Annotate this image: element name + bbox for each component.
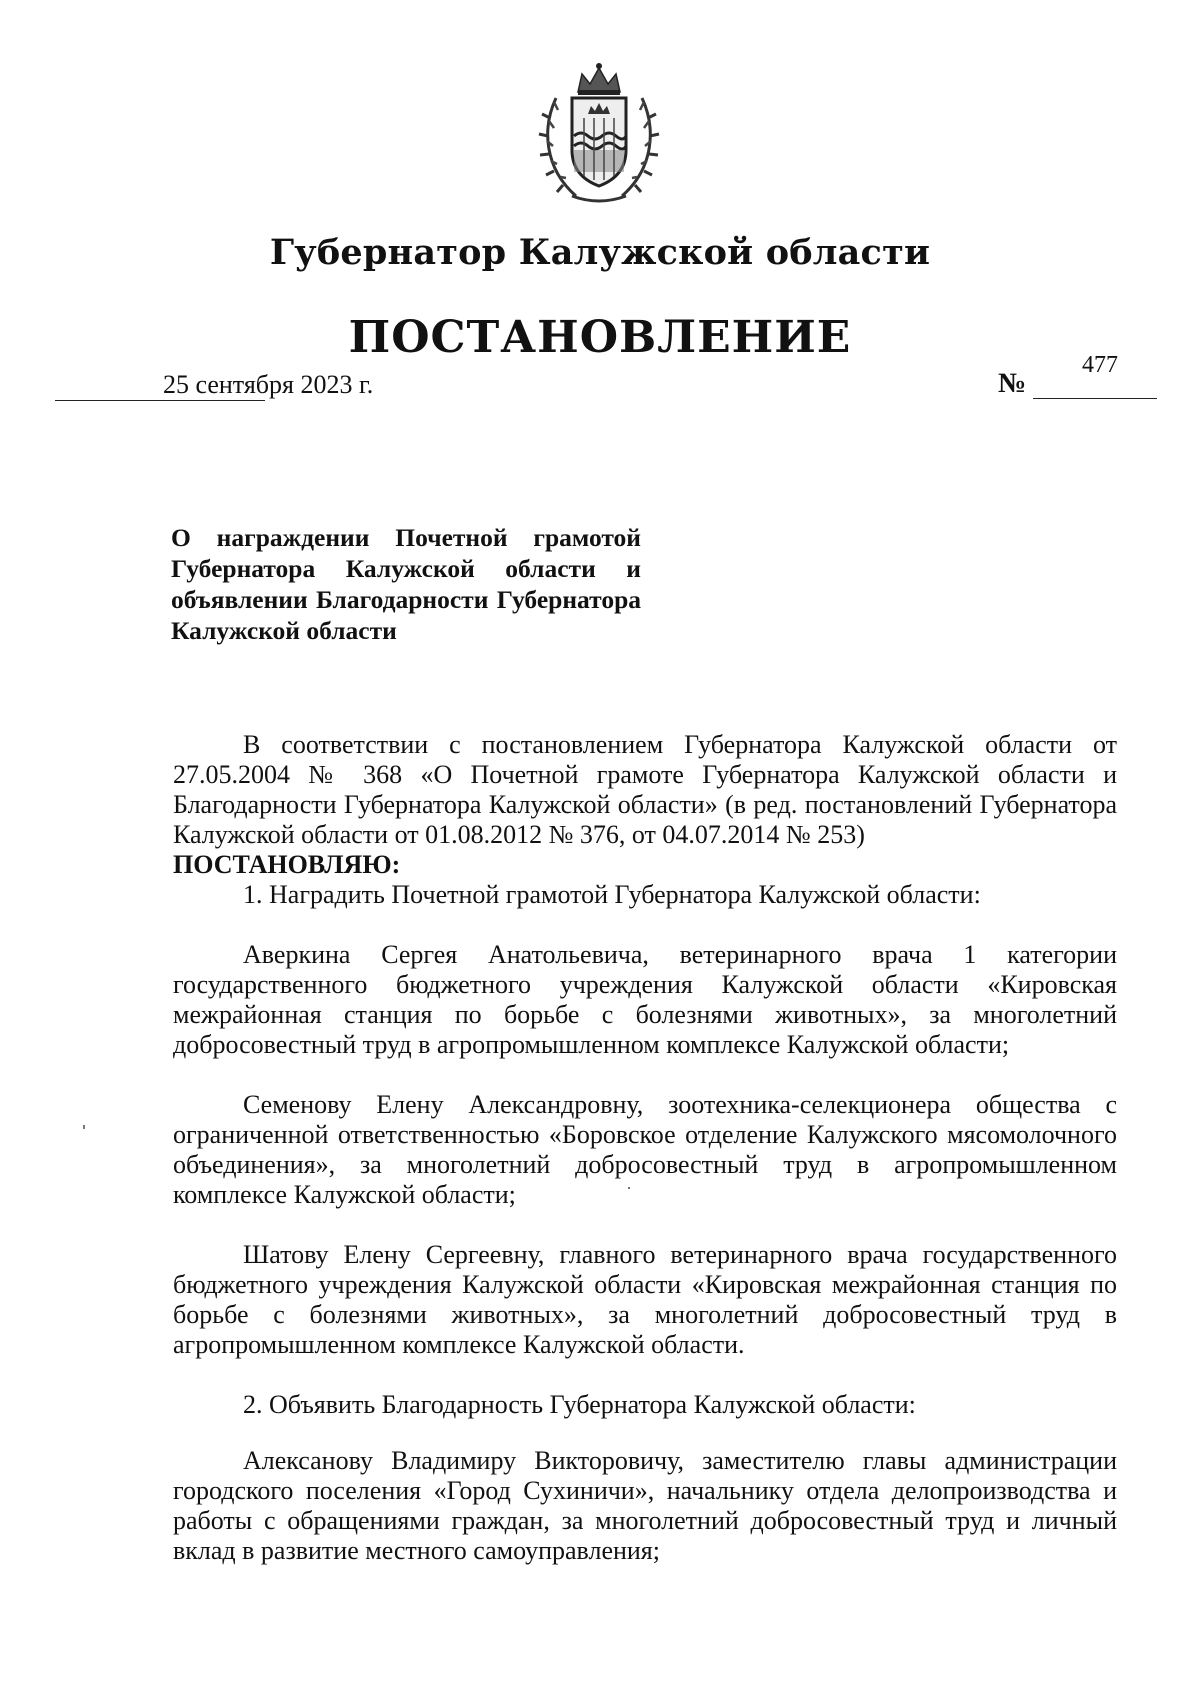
- coat-of-arms-icon: [536, 58, 662, 208]
- preamble-text: В соответствии с постановлением Губернатора Калужской области от 27.05.2004 № 368 «О Почетной грамоте Губернатора Калужской области и Благодарности Губернатора Калужской области» (в ред. постановлений Губернатора Калужской области от 01.08.2012 № 376, от 04.07.2014 № 253): [173, 730, 1117, 849]
- document-body: [173, 730, 1117, 1566]
- document-date: 25 сентября 2023 г.: [163, 370, 374, 399]
- award-paragraph-1: Аверкина Сергея Анатольевича, ветеринарного врача 1 категории государственного бюджетного учреждения Калужской области «Кировская межрайонная станция по борьбе с болезнями животных», за многолетний добросовестный труд в агропромышленном комплексе Калужской области;: [173, 940, 1117, 1059]
- number-underline: [1033, 398, 1157, 399]
- number-sign: №: [998, 368, 1027, 399]
- document-number: 477: [1082, 352, 1118, 378]
- scan-speck: [83, 1125, 85, 1129]
- preamble-paragraph: [173, 730, 1117, 880]
- date-underline: [55, 400, 265, 401]
- clause-2: 2. Объявить Благодарность Губернатора Калужской области:: [243, 1390, 916, 1419]
- thanks-paragraph-1: Алексанову Владимиру Викторовичу, заместителю главы администрации городского поселения «Город Сухиничи», начальнику отдела делопроизводства и работы с обращениями граждан, за многолетний добросовестный труд и личный вклад в развитие местного самоуправления;: [173, 1446, 1117, 1565]
- document-subject: О награждении Почетной грамотой Губернатора Калужской области и объявлении Благодарности Губернатора Калужской области: [171, 523, 641, 645]
- decree-word: ПОСТАНОВЛЯЮ:: [173, 850, 401, 879]
- scan-speck: [628, 1187, 630, 1189]
- award-paragraph-2: Семенову Елену Александровну, зоотехника-селекционера общества с ограниченной ответственностью «Боровское отделение Калужского мясомолочного объединения», за многолетний добросовестный труд в агропромышленном комплексе Калужской области;: [173, 1090, 1117, 1209]
- document-type-heading: ПОСТАНОВЛЕНИЕ: [348, 312, 852, 363]
- clause-1: 1. Наградить Почетной грамотой Губернатора Калужской области:: [243, 880, 981, 909]
- award-paragraph-3: Шатову Елену Сергеевну, главного ветеринарного врача государственного бюджетного учреждения Калужской области «Кировская межрайонная станция по борьбе с болезнями животных», за многолетний добросовестный труд в агропромышленном комплексе Калужской области.: [173, 1240, 1117, 1359]
- issuer-title: Губернатор Калужской области: [269, 232, 931, 273]
